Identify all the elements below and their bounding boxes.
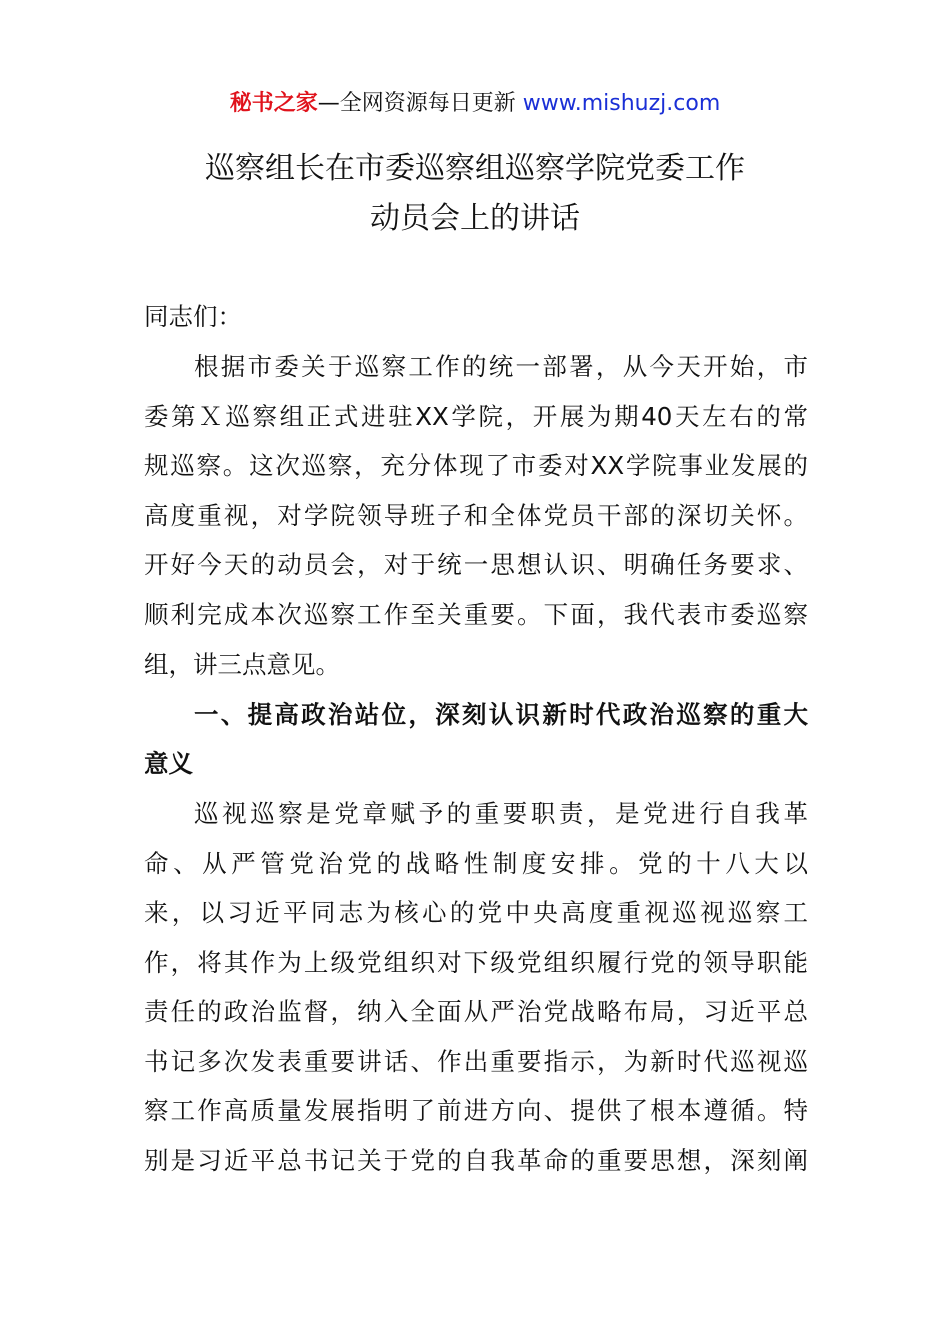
paragraph-line: 命、从严管党治党的战略性制度安排。党的十八大以 — [144, 849, 808, 878]
paragraph-line: 责任的政治监督，纳入全面从严治党战略布局，习近平总 — [144, 997, 808, 1026]
paragraph-line: 察工作高质量发展指明了前进方向、提供了根本遵循。特 — [144, 1096, 808, 1125]
brand-name: 秘书之家 — [229, 91, 318, 116]
document-title-line-1: 巡察组长在市委巡察组巡察学院党委工作 — [205, 151, 745, 186]
document-title-line-2: 动员会上的讲话 — [370, 201, 580, 236]
site-header — [0, 88, 950, 120]
header-tagline: —全网资源每日更新 — [317, 91, 523, 116]
section-heading-line: 一、提高政治站位，深刻认识新时代政治巡察的重大 — [194, 700, 808, 729]
paragraph-line: 组，讲三点意见。 — [144, 650, 340, 679]
paragraph-line: 委第Ｘ巡察组正式进驻XX学院，开展为期40天左右的常 — [144, 402, 808, 431]
salutation: 同志们： — [144, 302, 242, 331]
paragraph-line: 别是习近平总书记关于党的自我革命的重要思想，深刻阐 — [144, 1146, 808, 1175]
paragraph-line: 来，以习近平同志为核心的党中央高度重视巡视巡察工 — [144, 898, 808, 927]
section-heading-line: 意义 — [144, 749, 193, 778]
paragraph-line: 作，将其作为上级党组织对下级党组织履行党的领导职能 — [144, 948, 808, 977]
paragraph-line: 根据市委关于巡察工作的统一部署，从今天开始，市 — [194, 352, 808, 381]
site-url-link[interactable]: www.mishuzj.com — [522, 91, 721, 116]
paragraph-line: 规巡察。这次巡察，充分体现了市委对XX学院事业发展的 — [144, 451, 808, 480]
paragraph-line: 顺利完成本次巡察工作至关重要。下面，我代表市委巡察 — [144, 600, 808, 629]
paragraph-line: 书记多次发表重要讲话、作出重要指示，为新时代巡视巡 — [144, 1047, 808, 1076]
paragraph-line: 开好今天的动员会，对于统一思想认识、明确任务要求、 — [144, 550, 808, 579]
paragraph-line: 高度重视，对学院领导班子和全体党员干部的深切关怀。 — [144, 501, 808, 530]
paragraph-line: 巡视巡察是党章赋予的重要职责，是党进行自我革 — [194, 799, 808, 828]
